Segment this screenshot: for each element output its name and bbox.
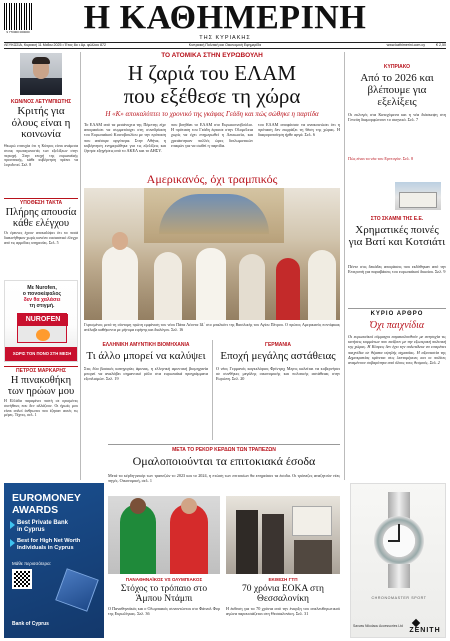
nurofen-ad-line: Με Nurofen, [27,285,57,291]
award-arrow-icon [10,539,15,547]
zenith-brand: ZENITH [409,627,441,634]
bank-ad-title: AWARDS [12,504,59,516]
zenith-star-icon [412,619,420,627]
sport-kicker: ΠΑΝΑΘΗΝΑΪΚΟΣ VS ΟΛΥΜΠΙΑΚΟΣ [125,577,203,582]
nurofen-tag: ΧΩΡΙΣ ΤΟΝ ΠΟΝΟ ΣΤΗ ΜΕΣΗ [5,347,78,361]
second-kicker: ΥΠΟΘΕΣΗ ΤΑΚΤΑ [19,200,63,206]
tagline: Κυπριακή Πολιτική και Οικονομική Εφημερίδα [188,43,262,47]
lead-headline-line1[interactable]: Η ζαριά του ΕΛΑΜ [127,61,297,85]
cyprus-text: Οι εκλογές στα Κατεχόμενα και η νέα διάσκεψη στη Γενεύη διαμορφώνουν το σκηνικό. Σελ. 7 [348,112,446,123]
nurofen-ad-line: δεν θα χαλάσει [23,297,61,303]
editorial-title[interactable]: Όχι παιχνίδια [369,320,425,331]
zenith-watch-ad[interactable] [350,483,446,638]
sport-text: Ο Παναθηναϊκός και ο Ολυμπιακός συναντώνται στο Φάιναλ Φορ της Ευρωλίγκας. Σελ. 36 [108,606,220,617]
bottom-text: Μετά τα κέρδη-ρεκόρ των τραπεζών το 2023 και το 2024, η πτώση των επιτοκίων θα επηρεάσει τα έσοδα. Οι τράπεζες αναζητούν νέες πηγές. Οικονομική, σελ. 1 [108,473,340,484]
photo-title[interactable]: Αμερικανός, όχι τραμπικός [146,172,278,186]
nurofen-box-image [17,313,67,343]
date-line: ΛΕΥΚΩΣΙΑ, Κυριακή 11 Μαΐου 2025 • Έτος 8ο • Αρ. φύλλου 872 [4,43,106,47]
award-arrow-icon [10,521,15,529]
third-kicker: ΠΕΤΡΟΣ ΜΑΡΚΑΡΗΣ [16,368,66,374]
left-story-text: Στις δύο βασικές κατηγορίες άμυνας, η ελληνική αμυντική βιομηχανία μπορεί να αναλάβει σημαντικό ρόλο στα ευρωπαϊκά προγράμματα εξοπλισμών. Σελ. 19 [84,366,208,382]
cyprus-title[interactable]: Από το 2026 και βλέπουμε για εξελίξεις [360,72,434,108]
expo-kicker: ΕΚΘΕΣΗ ΓΤΠ [268,577,298,582]
second-title[interactable]: Πλήρης απουσία κάθε ελέγχου [5,207,77,229]
bank-ad-line: Best for High Net Worth [17,538,81,544]
bank-ad-line: Best Private Bank [17,520,69,526]
right-story-title[interactable]: Εποχή μεγάλης αστάθειας [220,350,336,362]
nurofen-ad-line: ο πονοκέφαλος [22,291,62,297]
awards-cube-image [55,568,99,612]
pope-ceremony-photo [84,188,340,320]
person-title[interactable]: Κριτής για όλους είναι η κοινωνία [11,105,71,140]
lead-headline-line2[interactable]: που εξέθεσε τη χώρα [123,84,301,108]
lead-subhead: Η «Κ» αποκαλύπτει το χρονικό της γκάφας Γεάδη και πώς σώθηκε η παρτίδα [105,110,319,118]
sport-title[interactable]: Στόχος το τρόπαιο στο Άμπου Ντάμπι [120,584,208,604]
second-text: Οι έρευνες έχουν αποκαλύψει ότι τα ποσά διακινήθηκαν χωρίς κανένα ουσιαστικό έλεγχο από τις αρμόδιες υπηρεσίες. Σελ. 5 [4,231,78,245]
nurofen-ad-line: τη στιγμή. [29,303,55,309]
qr-code-icon[interactable] [12,569,32,589]
person-kicker: ΚΩΝ/ΝΟΣ ΛΕΤΥΜΠΙΩΤΗΣ [10,99,72,105]
bank-ad-line: Individuals in Cyprus [17,545,74,551]
building-photo [395,182,441,210]
right-story-kicker: ΓΕΡΜΑΝΙΑ [264,342,292,348]
portrait-photo [20,53,62,95]
exhibition-photo [226,496,340,574]
barcode-digits: 9 770000 000000 [6,30,30,34]
zenith-dealer: Savvas Nikolaou Accessories Ltd [353,624,403,628]
bank-ad-line: in Cyprus [17,527,45,533]
editorial-text: Οι ευρωπαϊκοί σύμμαχοι παρακολουθούν με ανησυχία τις κινήσεις κομμάτων που παίζουν με την εξωτερική πολιτική της χώρας. Η Κύπρος δεν έχει την πολυτέλεια να επιτρέπει παιχνίδια σε θέματα υψηλής σημασίας. Η αξιοπιστία της Δημοκρατίας κρίνεται στις λεπτομέρειες και οι πολίτες αναμένουν σοβαρότητα από όλους τους θεσμούς. Σελ. 2 [348,334,446,366]
lead-column-1: Το ΕΛΑΜ από τα μεσάνυχτα της Πέμπτης είχε αποφασίσει να συμμετάσχει στη συνεδρίαση του Ευρωπαϊκού Κοινοβουλίου με την πρόταση που απέσυρε αργότερα. Στην Αθήνα, η κυβέρνηση ενημερώθηκε για τις εξελίξεις και ζήτησε εξηγήσεις από το ΑΚΕΛ και το ΔΗΣΥ. [84,122,166,154]
masthead-sub: ΤΗΣ ΚΥΡΙΑΚΗΣ [199,35,251,41]
third-text: Η Ελλάδα παραμένει πιστή σε ορισμένες συνήθειες που δεν αλλάζουν. Οι ήρωές μου είναι απλοί άνθρωποι που έζησαν αυτές τις μέρες. Τέχνες, σελ. 1 [4,399,78,418]
cyprus-kicker: ΚΥΠΡΙΑΚΟ [383,64,411,70]
nurofen-brand: NUROFEN [25,316,61,323]
bank-brand: Bank of Cyprus [12,621,49,627]
right-story-text: Ο νέος Γερμανός καγκελάριος Φρίντριχ Μερτς καλείται να κυβερνήσει σε συνθήκες μεγάλης οικονομικής και πολιτικής αστάθειας στην Ευρώπη. Σελ. 20 [216,366,340,382]
bank-of-cyprus-ad[interactable] [4,483,104,638]
bank-ad-more: Μάθε περισσότερα: [12,561,51,566]
lead-kicker: ΤΟ ΑΤΟΜΙΚΑ ΣΤΗΝ ΕΥΡΩΒΟΥΛΗ [161,52,263,59]
editorial-kicker: ΚΥΡΙΟ ΑΡΘΡΟ [370,311,424,317]
masthead-logo: Η ΚΑΘΗΜΕΡΙΝΗ [83,0,367,36]
price: € 2,50 [436,43,446,47]
eu-kicker: ΣΤΟ ΣΚΑΜΝΙ ΤΗΣ Ε.Ε. [370,216,424,222]
bottom-title[interactable]: Ομαλοποιούνται τα επιτοκιακά έσοδα [132,454,316,468]
expo-text: Η έκθεση για τα 70 χρόνια από την έναρξη του απελευθερωτικού αγώνα παρουσιάζεται στη Θεσσαλονίκη. Σελ. 31 [226,606,340,617]
bottom-kicker: ΜΕΤΑ ΤΟ ΡΕΚΟΡ ΚΕΡΔΩΝ ΤΩΝ ΤΡΑΠΕΖΩΝ [172,447,276,453]
lead-column-3: του ΕΛΑΜ αποφάσισε να ανακοινώσει ότι η πρόταση δεν εκφράζει τη θέση της χώρας. Η διαφοροποίηση ήρθε αργά. Σελ. 6 [258,122,340,138]
bank-ad-title: EUROMONEY [12,492,81,504]
photo-caption: Γυρισμένος μετά τη σύντομη πρώτη εμφάνιση του νέου Πάπα Λέοντα ΙΔ΄ στο μπαλκόνι της Βασιλικής του Αγίου Πέτρου. Ο πρώτος Αμερικανός ποντίφικας ανέλαβε καθήκοντα με μήνυμα ειρήνης και διαλόγου. Σελ. 16 [84,322,340,332]
left-story-title[interactable]: Τι άλλο μπορεί να καλύψει [86,350,206,362]
nurofen-ad[interactable] [4,280,78,362]
third-title[interactable]: Η πινακοθήκη των ηρώων μου [7,375,75,397]
watch-image [374,492,424,587]
expo-title[interactable]: 70 χρόνια ΕΟΚΑ στη Θεσσαλονίκη [242,584,324,604]
lead-column-2: που βοηθάει το ΕΛΑΜ στο Ευρωκοινοβούλιο. Η πρόταση του Γεάδη έφτασε στην Ολομέλεια χωρίς να έχει ενημερωθεί η Λευκωσία, και χρειάστηκαν πολλές ώρες διπλωματικών επαφών για να σωθεί η παρτίδα. [171,122,253,148]
eu-text: Πέντε στις δεκάδες αποφάσεις που εκδόθηκαν από την Επιτροπή για παραβάσεις του ευρωπαϊκού δικαίου. Σελ. 9 [348,264,446,275]
zenith-sub: CHRONOMASTER SPORT [371,596,427,600]
left-story-kicker: ΕΛΛΗΝΙΚΗ ΑΜΥΝΤΙΚΗ ΒΙΟΜΗΧΑΝΙΑ [102,342,190,348]
basketball-photo [108,496,220,574]
eu-title[interactable]: Χρηματικές ποινές για Βατί και Κοτσιάτι [348,224,446,248]
website-link[interactable]: www.kathimerini.com.cy [386,43,425,47]
cyprus-link[interactable]: Πώς είναι τα νέα του Ερντογάν. Σελ. 8 [348,156,414,161]
person-text: Θεωρώ επιτυχία ότι η Κύπρος είναι ανάμεσα στους πρωταγωνιστές των εξελίξεων στην περιοχή. Στην εποχή της ευρωπαϊκής προοπτικής, κάθε κυβέρνηση πρέπει να λογοδοτεί. Σελ. 8 [4,144,78,168]
